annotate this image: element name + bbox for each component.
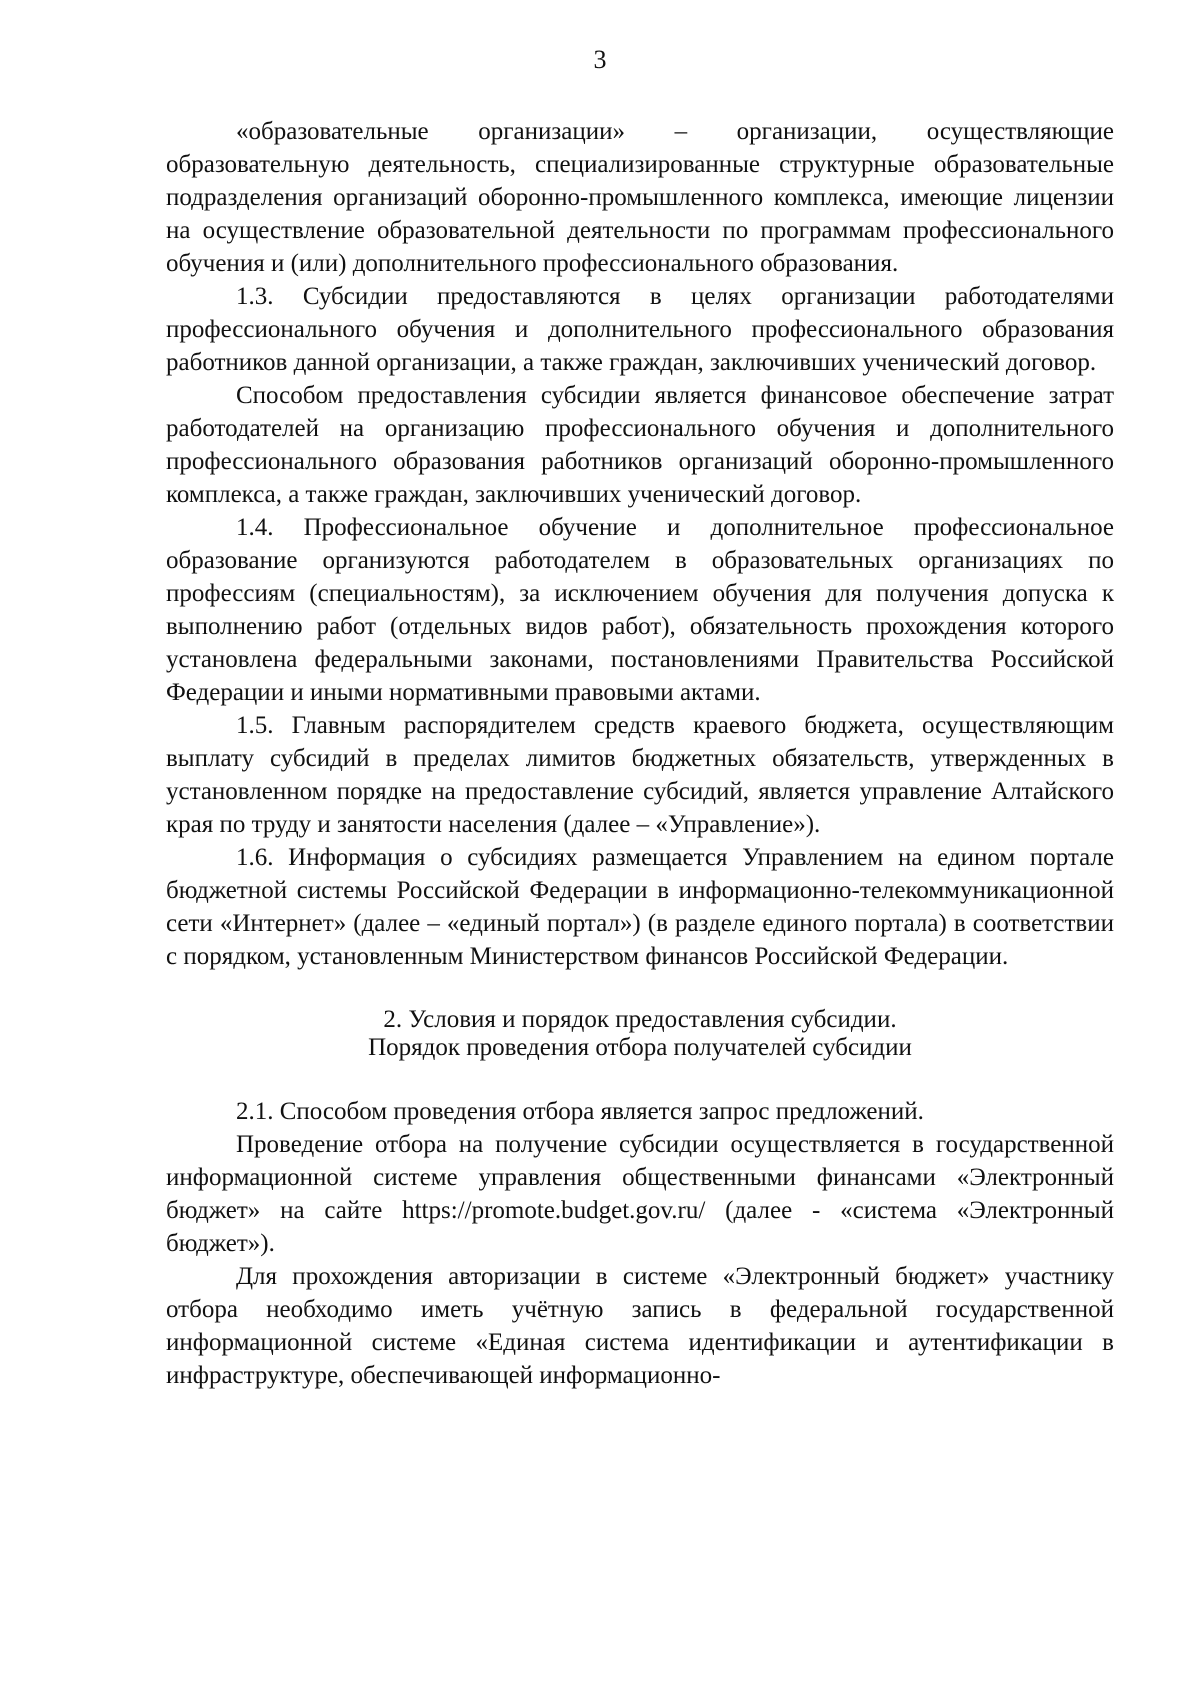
paragraph-1-3: 1.3. Субсидии предоставляются в целях организации работодателями профессионального обучения и дополнительного профессионального образования работников данной организации, а также граждан, заключивших ученический договор.	[166, 283, 1114, 376]
paragraph-authorization: Для прохождения авторизации в системе «Электронный бюджет» участнику отбора необходимо иметь учётную запись в федеральной государственной информационной системе «Единая система идентификации и аутентификации в инфраструктуре, обеспечивающей информационно-	[166, 1263, 1114, 1389]
paragraph-1-5: 1.5. Главным распорядителем средств краевого бюджета, осуществляющим выплату субсидий в пределах лимитов бюджетных обязательств, утвержденных в установленном порядке на предоставление субсидий, является управление Алтайского края по труду и занятости населения (далее – «Управление»).	[166, 712, 1114, 838]
section-heading-line1: 2. Условия и порядок предоставления субсидии.	[383, 1006, 897, 1033]
paragraph-1-4: 1.4. Профессиональное обучение и дополнительное профессиональное образование организуются работодателем в образовательных организациях по профессиям (специальностям), за исключением обучения для получения допуска к выполнению работ (отдельных видов работ), обязательность прохождения которого установлена федеральными законами, постановлениями Правительства Российской Федерации и иными нормативными правовыми актами.	[166, 514, 1114, 706]
page-number: 3	[593, 45, 607, 74]
paragraph-educational-orgs: «образовательные организации» – организации, осуществляющие образовательную деятельность, специализированные структурные образовательные подразделения организаций оборонно-промышленного комплекса, имеющие лицензии на осуществление образовательной деятельности по программам профессионального обучения и (или) дополнительного профессионального образования.	[166, 118, 1114, 277]
section-heading	[166, 1006, 1114, 1062]
paragraph-selection-system: Проведение отбора на получение субсидии осуществляется в государственной информационной системе управления общественными финансами «Электронный бюджет» на сайте https://promote.budget.gov.ru/ (далее - «система «Электронный бюджет»).	[166, 1131, 1114, 1257]
document-body	[166, 115, 1114, 1392]
paragraph-2-1: 2.1. Способом проведения отбора является запрос предложений.	[236, 1098, 924, 1125]
paragraph-1-6: 1.6. Информация о субсидиях размещается Управлением на едином портале бюджетной системы Российской Федерации в информационно-телекоммуникационной сети «Интернет» (далее – «единый портал») (в разделе единого портала) в соответствии с порядком, установленным Министерством финансов Российской Федерации.	[166, 844, 1114, 970]
paragraph-subsidy-method: Способом предоставления субсидии является финансовое обеспечение затрат работодателей на организацию профессионального обучения и дополнительного профессионального образования работников организаций оборонно-промышленного комплекса, а также граждан, заключивших ученический договор.	[166, 382, 1114, 508]
section-heading-line2: Порядок проведения отбора получателей субсидии	[368, 1034, 912, 1061]
